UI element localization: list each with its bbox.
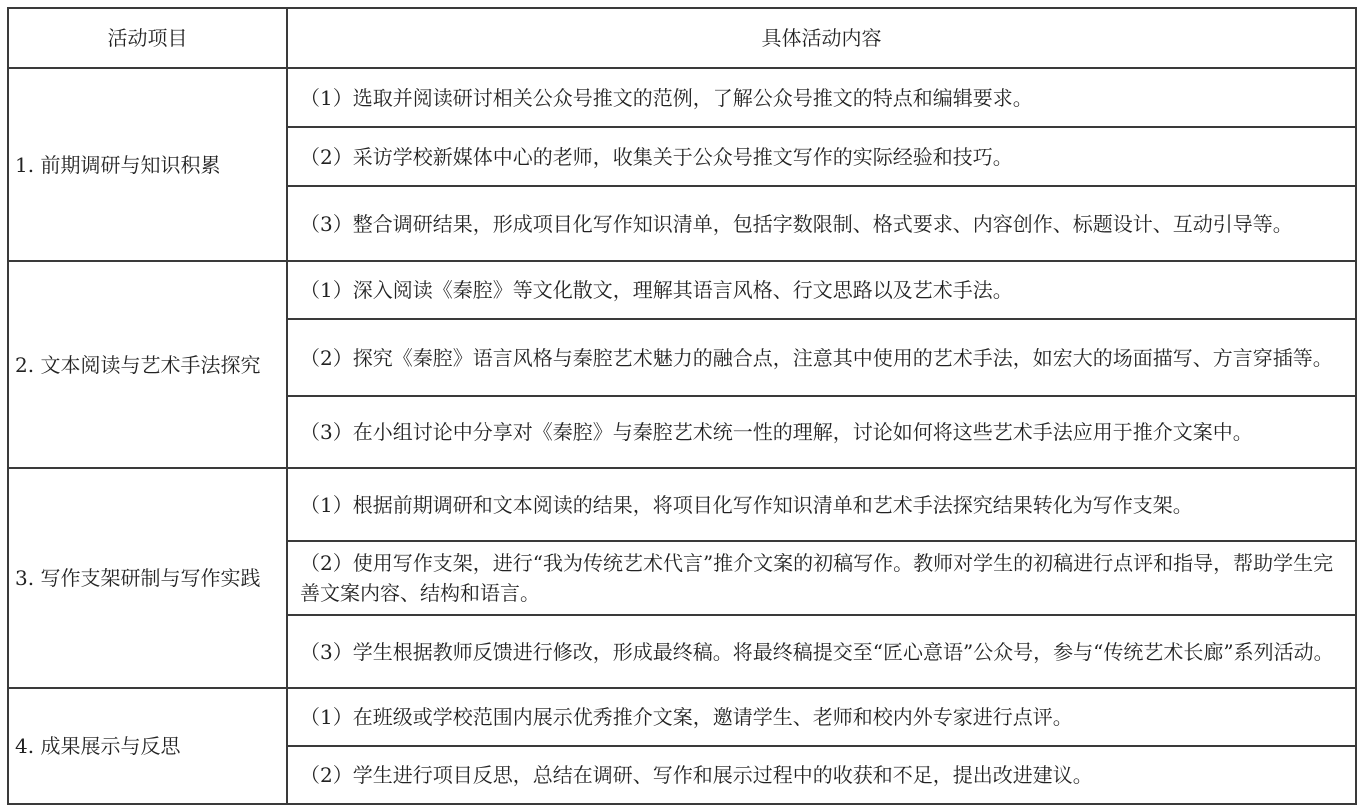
detail-cell: （2）探究《秦腔》语言风格与秦腔艺术魅力的融合点，注意其中使用的艺术手法，如宏大的场面描写、方言穿插等。: [287, 319, 1356, 396]
detail-cell: （1）根据前期调研和文本阅读的结果，将项目化写作知识清单和艺术手法探究结果转化为写作支架。: [287, 468, 1356, 541]
table-row: [8, 68, 1356, 127]
activity-table-container: [7, 7, 1355, 801]
table-row: [8, 688, 1356, 746]
header-activity: 活动项目: [8, 8, 287, 68]
activity-cell: 2. 文本阅读与艺术手法探究: [8, 261, 287, 468]
activity-table: [7, 7, 1357, 805]
detail-cell: （1）选取并阅读研讨相关公众号推文的范例，了解公众号推文的特点和编辑要求。: [287, 68, 1356, 127]
table-row: [8, 468, 1356, 541]
table-header-row: [8, 8, 1356, 68]
header-content: 具体活动内容: [287, 8, 1356, 68]
detail-cell: （1）深入阅读《秦腔》等文化散文，理解其语言风格、行文思路以及艺术手法。: [287, 261, 1356, 319]
detail-cell: （2）使用写作支架，进行“我为传统艺术代言”推介文案的初稿写作。教师对学生的初稿进行点评和指导，帮助学生完善文案内容、结构和语言。: [287, 541, 1356, 615]
detail-cell: （1）在班级或学校范围内展示优秀推介文案，邀请学生、老师和校内外专家进行点评。: [287, 688, 1356, 746]
detail-cell: （2）采访学校新媒体中心的老师，收集关于公众号推文写作的实际经验和技巧。: [287, 127, 1356, 186]
activity-cell: 3. 写作支架研制与写作实践: [8, 468, 287, 688]
detail-cell: （3）学生根据教师反馈进行修改，形成最终稿。将最终稿提交至“匠心意语”公众号，参与“传统艺术长廊”系列活动。: [287, 615, 1356, 688]
detail-cell: （2）学生进行项目反思，总结在调研、写作和展示过程中的收获和不足，提出改进建议。: [287, 746, 1356, 804]
detail-cell: （3）在小组讨论中分享对《秦腔》与秦腔艺术统一性的理解，讨论如何将这些艺术手法应用于推介文案中。: [287, 396, 1356, 468]
activity-cell: 4. 成果展示与反思: [8, 688, 287, 804]
activity-cell: 1. 前期调研与知识积累: [8, 68, 287, 261]
table-row: [8, 261, 1356, 319]
detail-cell: （3）整合调研结果，形成项目化写作知识清单，包括字数限制、格式要求、内容创作、标题设计、互动引导等。: [287, 186, 1356, 261]
